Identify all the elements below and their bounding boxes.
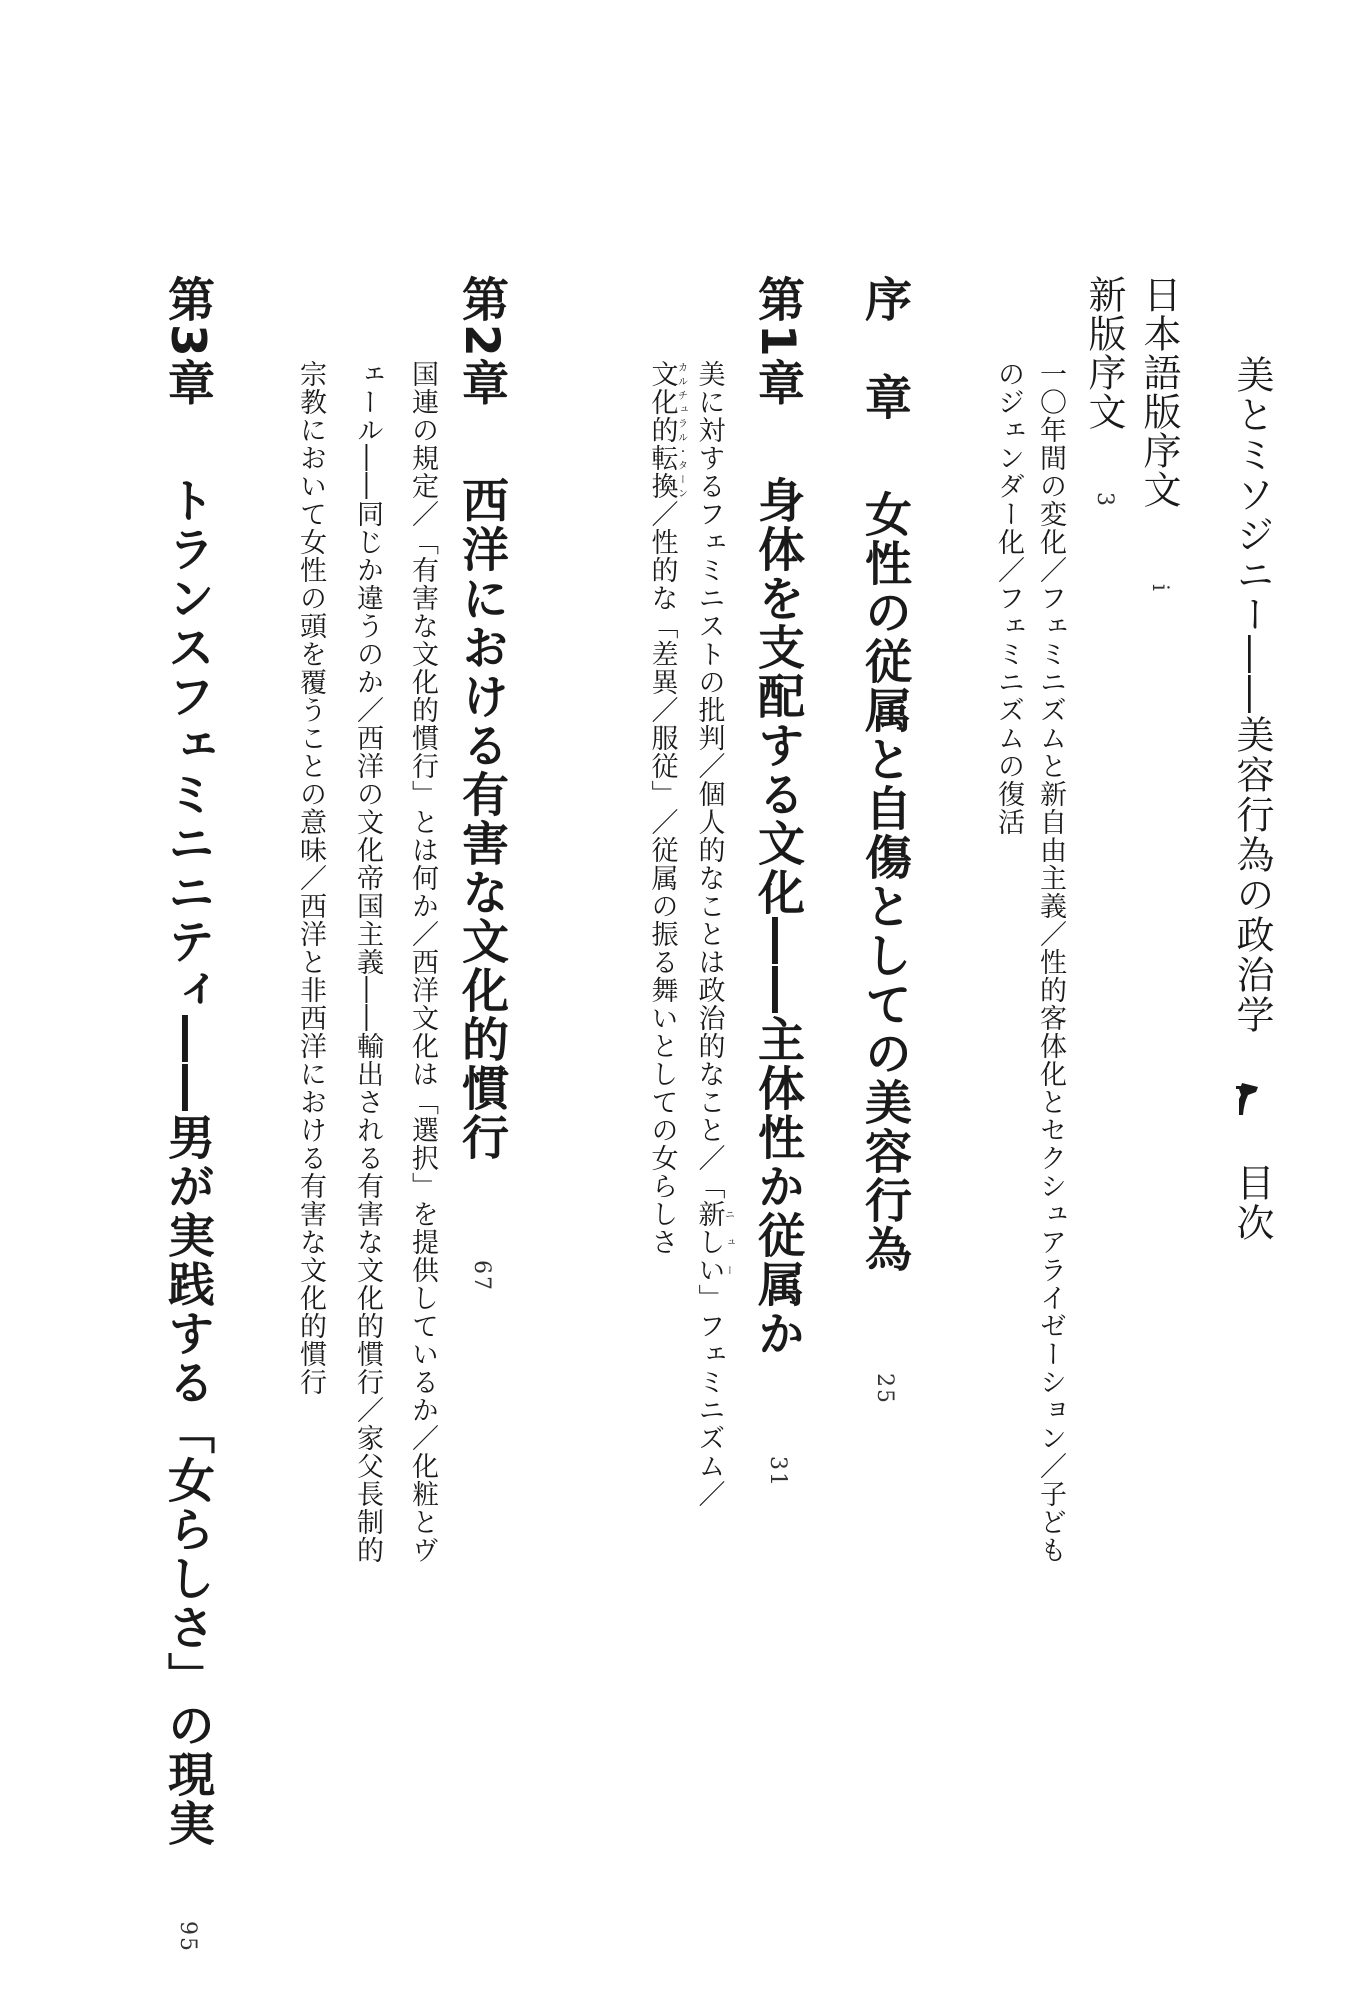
chapter-2-topics-line-2: ェール――同じか違うのか／西洋の文化帝国主義――輸出される有害な文化的慣行／家父長制的	[352, 360, 383, 1564]
chapter-1-topics-line-1	[693, 360, 734, 1508]
page-number: 31	[765, 1456, 790, 1489]
high-heel-icon	[1232, 1079, 1272, 1119]
toc-entry-chapter-3	[160, 275, 215, 1954]
chapter-title: 女性の従属と自傷としての美容行為	[857, 490, 912, 1275]
ruby-base: 文化的転換	[646, 360, 678, 500]
toc-entry-japanese-preface	[1137, 275, 1181, 593]
ruby-cultural-turn	[646, 360, 687, 500]
chapter-label: 第2章	[454, 275, 509, 408]
preface-topics-line-2: のジェンダー化／フェミニズムの復活	[993, 360, 1024, 836]
page-number: 25	[872, 1372, 897, 1405]
book-title	[1232, 355, 1272, 1243]
topics-text: ／性的な「差異／服従」／従属の振る舞いとしての女らしさ	[646, 500, 678, 1256]
topics-text: 」フェミニズム／	[693, 1284, 725, 1508]
entry-label: 日本語版序文	[1137, 275, 1181, 509]
chapter-2-topics-line-3: 宗教において女性の頭を覆うことの意味／西洋と非西洋における有害な文化的慣行	[295, 360, 326, 1396]
ruby-text: ニュー	[722, 1200, 734, 1284]
toc-entry-new-preface	[1082, 275, 1126, 508]
preface-topics-line-1: 一〇年間の変化／フェミニズムと新自由主義／性的客体化とセクシュアライゼーション／子ども	[1035, 360, 1066, 1564]
chapter-label: 序 章	[857, 275, 912, 422]
toc-entry-chapter-2	[454, 275, 509, 1293]
page-number: i	[1147, 584, 1172, 593]
toc-heading: 目次	[1230, 1163, 1274, 1244]
title-dash: ――	[1230, 635, 1274, 715]
title-subtitle: 美容行為の政治学	[1230, 715, 1274, 1035]
chapter-1-topics-line-2	[646, 360, 687, 1256]
title-main: 美とミソジニー	[1230, 355, 1274, 635]
toc-entry-prologue	[857, 275, 912, 1405]
chapter-title: 身体を支配する文化――主体性か従属か	[750, 476, 805, 1359]
ruby-base: 新しい	[693, 1200, 725, 1284]
topics-text: 美に対するフェミニストの批判／個人的なことは政治的なこと／「	[693, 360, 725, 1200]
ruby-text: カルチュラル・ターン	[675, 360, 687, 500]
chapter-title: トランスフェミニニティ――男が実践する「女らしさ」の現実	[160, 476, 215, 1849]
entry-label: 新版序文	[1082, 275, 1126, 431]
chapter-title: 西洋における有害な文化的慣行	[454, 476, 509, 1163]
chapter-label: 第1章	[750, 275, 805, 408]
ruby-new	[693, 1200, 734, 1284]
page-number: 95	[175, 1921, 200, 1954]
chapter-label: 第3章	[160, 275, 215, 408]
toc-entry-chapter-1	[750, 275, 805, 1489]
page-number: 67	[469, 1260, 494, 1293]
page-number: 3	[1092, 492, 1117, 508]
chapter-2-topics-line-1: 国連の規定／「有害な文化的慣行」とは何か／西洋文化は「選択」を提供しているか／化粧とヴ	[407, 360, 438, 1564]
